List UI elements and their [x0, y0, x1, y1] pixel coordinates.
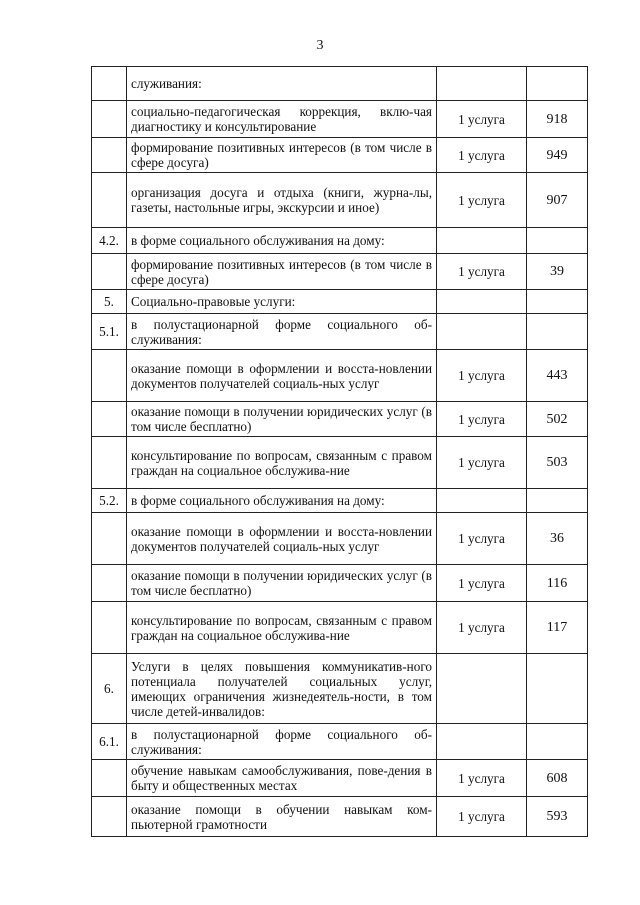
service-name: формирование позитивных интересов (в том числе в сфере досуга) — [127, 254, 437, 290]
row-number — [92, 101, 127, 138]
value-cell: 949 — [527, 138, 588, 173]
value-cell: 608 — [527, 760, 588, 797]
unit-cell — [437, 290, 527, 314]
service-name: оказание помощи в обучении навыкам ком-пьютерной грамотности — [127, 797, 437, 837]
row-number — [92, 565, 127, 602]
service-name: оказание помощи в получении юридических услуг (в том числе бесплатно) — [127, 565, 437, 602]
table-row — [92, 797, 588, 837]
table-row — [92, 254, 588, 290]
value-cell — [527, 654, 588, 724]
table-row — [92, 350, 588, 402]
service-name: оказание помощи в оформлении и восста-новлении документов получателей социаль-ных услуг — [127, 350, 437, 402]
value-cell — [527, 314, 588, 350]
unit-cell: 1 услуга — [437, 254, 527, 290]
table-row — [92, 489, 588, 513]
table-row — [92, 290, 588, 314]
service-name: Услуги в целях повышения коммуникатив-ного потенциала получателей социальных услуг, имеющих ограничения жизнедеятель-ности, в том числе детей-инвалидов: — [127, 654, 437, 724]
table-row — [92, 67, 588, 101]
unit-cell: 1 услуга — [437, 513, 527, 565]
table-row — [92, 724, 588, 760]
value-cell: 116 — [527, 565, 588, 602]
row-number: 6. — [92, 654, 127, 724]
unit-cell: 1 услуга — [437, 173, 527, 228]
row-number — [92, 138, 127, 173]
service-name: социально-педагогическая коррекция, вклю-чая диагностику и консультирование — [127, 101, 437, 138]
unit-cell — [437, 67, 527, 101]
service-name: консультирование по вопросам, связанным с правом граждан на социальное обслужива-ние — [127, 602, 437, 654]
service-name: в форме социального обслуживания на дому: — [127, 228, 437, 254]
service-name: оказание помощи в получении юридических услуг (в том числе бесплатно) — [127, 402, 437, 437]
table-row — [92, 760, 588, 797]
table-row — [92, 101, 588, 138]
unit-cell: 1 услуга — [437, 602, 527, 654]
unit-cell: 1 услуга — [437, 760, 527, 797]
unit-cell: 1 услуга — [437, 797, 527, 837]
table-row — [92, 228, 588, 254]
row-number — [92, 402, 127, 437]
value-cell — [527, 67, 588, 101]
row-number — [92, 602, 127, 654]
row-number — [92, 350, 127, 402]
table-row — [92, 654, 588, 724]
unit-cell — [437, 654, 527, 724]
value-cell: 117 — [527, 602, 588, 654]
services-table-body — [92, 67, 588, 837]
table-row — [92, 314, 588, 350]
table-row — [92, 138, 588, 173]
value-cell — [527, 489, 588, 513]
row-number — [92, 254, 127, 290]
value-cell — [527, 228, 588, 254]
unit-cell: 1 услуга — [437, 101, 527, 138]
service-name: организация досуга и отдыха (книги, журна-лы, газеты, настольные игры, экскурсии и иное) — [127, 173, 437, 228]
value-cell: 39 — [527, 254, 588, 290]
row-number — [92, 67, 127, 101]
unit-cell: 1 услуга — [437, 565, 527, 602]
row-number — [92, 760, 127, 797]
table-row — [92, 602, 588, 654]
unit-cell — [437, 724, 527, 760]
table-row — [92, 513, 588, 565]
row-number: 6.1. — [92, 724, 127, 760]
row-number — [92, 513, 127, 565]
row-number: 5.2. — [92, 489, 127, 513]
service-name: в полустационарной форме социального об-служивания: — [127, 314, 437, 350]
service-name: служивания: — [127, 67, 437, 101]
unit-cell: 1 услуга — [437, 402, 527, 437]
unit-cell: 1 услуга — [437, 138, 527, 173]
value-cell — [527, 724, 588, 760]
services-table — [91, 66, 588, 837]
value-cell: 593 — [527, 797, 588, 837]
service-name: Социально-правовые услуги: — [127, 290, 437, 314]
table-row — [92, 173, 588, 228]
value-cell: 502 — [527, 402, 588, 437]
table-row — [92, 402, 588, 437]
row-number: 5. — [92, 290, 127, 314]
value-cell: 918 — [527, 101, 588, 138]
service-name: в форме социального обслуживания на дому: — [127, 489, 437, 513]
row-number — [92, 173, 127, 228]
unit-cell — [437, 314, 527, 350]
unit-cell — [437, 489, 527, 513]
value-cell: 503 — [527, 437, 588, 489]
service-name: оказание помощи в оформлении и восста-новлении документов получателей социаль-ных услуг — [127, 513, 437, 565]
table-row — [92, 565, 588, 602]
service-name: обучение навыкам самообслуживания, пове-дения в быту и общественных местах — [127, 760, 437, 797]
value-cell: 907 — [527, 173, 588, 228]
service-name: консультирование по вопросам, связанным с правом граждан на социальное обслужива-ние — [127, 437, 437, 489]
table-row — [92, 437, 588, 489]
service-name: в полустационарной форме социального об-служивания: — [127, 724, 437, 760]
page-number: 3 — [316, 38, 324, 53]
row-number — [92, 797, 127, 837]
row-number — [92, 437, 127, 489]
service-name: формирование позитивных интересов (в том числе в сфере досуга) — [127, 138, 437, 173]
unit-cell — [437, 228, 527, 254]
row-number: 4.2. — [92, 228, 127, 254]
unit-cell: 1 услуга — [437, 350, 527, 402]
unit-cell: 1 услуга — [437, 437, 527, 489]
value-cell: 443 — [527, 350, 588, 402]
value-cell — [527, 290, 588, 314]
row-number: 5.1. — [92, 314, 127, 350]
value-cell: 36 — [527, 513, 588, 565]
